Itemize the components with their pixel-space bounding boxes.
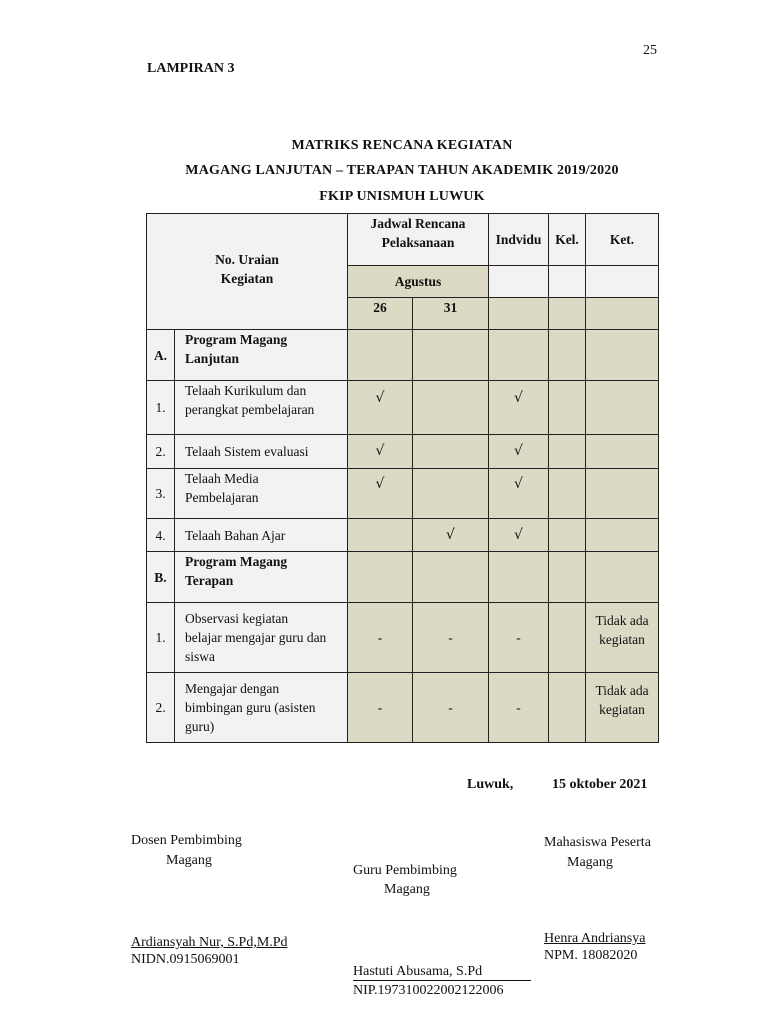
section-b-label: B.	[147, 552, 175, 603]
dosen-nidn: NIDN.0915069001	[131, 952, 240, 967]
header-month: Agustus	[348, 266, 489, 298]
guru-nip: NIP.197310022002122006	[353, 983, 504, 998]
section-a-title-line2: Lanjutan	[185, 351, 240, 366]
empty-cell	[586, 266, 659, 298]
header-date-26: 26	[348, 298, 413, 330]
section-b-title-line1: Program Magang	[185, 554, 288, 569]
row-b2-line2: bimbingan guru (asisten	[185, 700, 316, 715]
document-title-line-2: MAGANG LANJUTAN – TERAPAN TAHUN AKADEMIK 2019/2020	[185, 163, 619, 178]
row-a3-keterangan	[586, 469, 659, 519]
row-b1-ket-line1: Tidak ada	[595, 613, 649, 628]
empty-cell	[586, 298, 659, 330]
guru-name: Hastuti Abusama, S.Pd	[353, 963, 531, 981]
page-number: 25	[643, 43, 657, 58]
row-a2-activity	[175, 435, 348, 469]
empty-cell	[549, 298, 586, 330]
row-b1-keterangan	[586, 603, 659, 673]
guru-role-line2: Magang	[384, 882, 430, 897]
header-jadwal-line2: Pelaksanaan	[381, 235, 455, 250]
row-a3-activity	[175, 469, 348, 519]
section-b-title-line2: Terapan	[185, 573, 234, 588]
row-b2-number: 2.	[147, 673, 175, 743]
row-a3-number: 3.	[147, 469, 175, 519]
row-a1-number: 1.	[147, 381, 175, 435]
section-b-title	[175, 552, 348, 603]
row-a1-keterangan	[586, 381, 659, 435]
row-b2-individu: -	[489, 673, 549, 743]
header-date-31: 31	[413, 298, 489, 330]
row-a3-individu: √	[489, 469, 549, 519]
header-individu: Indvidu	[489, 214, 549, 266]
row-a2-line1: Telaah Sistem evaluasi	[185, 444, 309, 459]
empty-cell	[586, 330, 659, 381]
section-a-title	[175, 330, 348, 381]
row-b2-keterangan	[586, 673, 659, 743]
row-a4-date26	[348, 519, 413, 552]
row-b2-date31: -	[413, 673, 489, 743]
row-a1-line2: perangkat pembelajaran	[185, 402, 315, 417]
section-a-label: A.	[147, 330, 175, 381]
dosen-name: Ardiansyah Nur, S.Pd,M.Pd	[131, 935, 288, 950]
row-b2-ket-line1: Tidak ada	[595, 683, 649, 698]
row-a3-line1: Telaah Media	[185, 471, 259, 486]
row-a3-kelompok	[549, 469, 586, 519]
header-keterangan: Ket.	[586, 214, 659, 266]
row-b2-activity	[175, 673, 348, 743]
header-no-uraian-line2: Kegiatan	[220, 270, 274, 286]
row-a4-activity	[175, 519, 348, 552]
row-a2-keterangan	[586, 435, 659, 469]
document-title-line-1: MATRIKS RENCANA KEGIATAN	[291, 138, 513, 153]
row-a4-line1: Telaah Bahan Ajar	[185, 527, 286, 543]
dosen-role-line2: Magang	[166, 853, 212, 868]
row-b2-kelompok	[549, 673, 586, 743]
row-b2-date26: -	[348, 673, 413, 743]
appendix-label: LAMPIRAN 3	[147, 61, 235, 76]
empty-cell	[489, 330, 549, 381]
row-a4-kelompok	[549, 519, 586, 552]
empty-cell	[489, 266, 549, 298]
row-b1-date31: -	[413, 603, 489, 673]
empty-cell	[549, 552, 586, 603]
signing-date: 15 oktober 2021	[552, 777, 648, 792]
dosen-role-line1: Dosen Pembimbing	[131, 833, 242, 848]
row-a1-date31	[413, 381, 489, 435]
activity-matrix-table	[146, 213, 659, 743]
empty-cell	[549, 266, 586, 298]
row-b2-line3: guru)	[185, 719, 215, 734]
empty-cell	[348, 330, 413, 381]
header-no-uraian	[147, 214, 348, 330]
row-a2-date26: √	[348, 435, 413, 469]
row-a4-keterangan	[586, 519, 659, 552]
empty-cell	[413, 330, 489, 381]
section-a-title-line1: Program Magang	[185, 332, 288, 347]
row-b1-kelompok	[549, 603, 586, 673]
empty-cell	[489, 298, 549, 330]
row-b1-individu: -	[489, 603, 549, 673]
row-a4-individu: √	[489, 519, 549, 552]
row-b1-ket-line2: kegiatan	[599, 632, 645, 647]
mahasiswa-npm: NPM. 18082020	[544, 948, 638, 963]
row-b1-line2: belajar mengajar guru dan	[185, 630, 327, 645]
row-a1-date26: √	[348, 381, 413, 435]
row-a1-activity	[175, 381, 348, 435]
empty-cell	[549, 330, 586, 381]
row-a2-date31	[413, 435, 489, 469]
row-a4-date31: √	[413, 519, 489, 552]
row-a1-individu: √	[489, 381, 549, 435]
row-a2-number: 2.	[147, 435, 175, 469]
row-b2-line1: Mengajar dengan	[185, 681, 280, 696]
row-a1-line1: Telaah Kurikulum dan	[185, 383, 307, 398]
document-title-line-3: FKIP UNISMUH LUWUK	[319, 189, 485, 204]
row-a1-kelompok	[549, 381, 586, 435]
header-jadwal	[348, 214, 489, 266]
mahasiswa-role-line2: Magang	[567, 855, 613, 870]
row-b1-line1: Observasi kegiatan	[185, 611, 289, 626]
row-a2-individu: √	[489, 435, 549, 469]
row-a3-date26: √	[348, 469, 413, 519]
guru-role-line1: Guru Pembimbing	[353, 863, 457, 878]
place-label: Luwuk,	[467, 777, 514, 792]
row-a3-line2: Pembelajaran	[185, 490, 259, 505]
empty-cell	[413, 552, 489, 603]
header-kelompok: Kel.	[549, 214, 586, 266]
empty-cell	[348, 552, 413, 603]
empty-cell	[489, 552, 549, 603]
row-b2-ket-line2: kegiatan	[599, 702, 645, 717]
mahasiswa-name: Henra Andriansya	[544, 931, 646, 946]
header-no-uraian-line1: No. Uraian	[215, 251, 279, 267]
row-a3-date31	[413, 469, 489, 519]
row-b1-number: 1.	[147, 603, 175, 673]
row-b1-activity	[175, 603, 348, 673]
empty-cell	[586, 552, 659, 603]
row-a2-kelompok	[549, 435, 586, 469]
mahasiswa-role-line1: Mahasiswa Peserta	[544, 835, 651, 850]
row-a4-number: 4.	[147, 519, 175, 552]
row-b1-line3: siswa	[185, 649, 215, 664]
row-b1-date26: -	[348, 603, 413, 673]
header-jadwal-line1: Jadwal Rencana	[370, 216, 466, 231]
